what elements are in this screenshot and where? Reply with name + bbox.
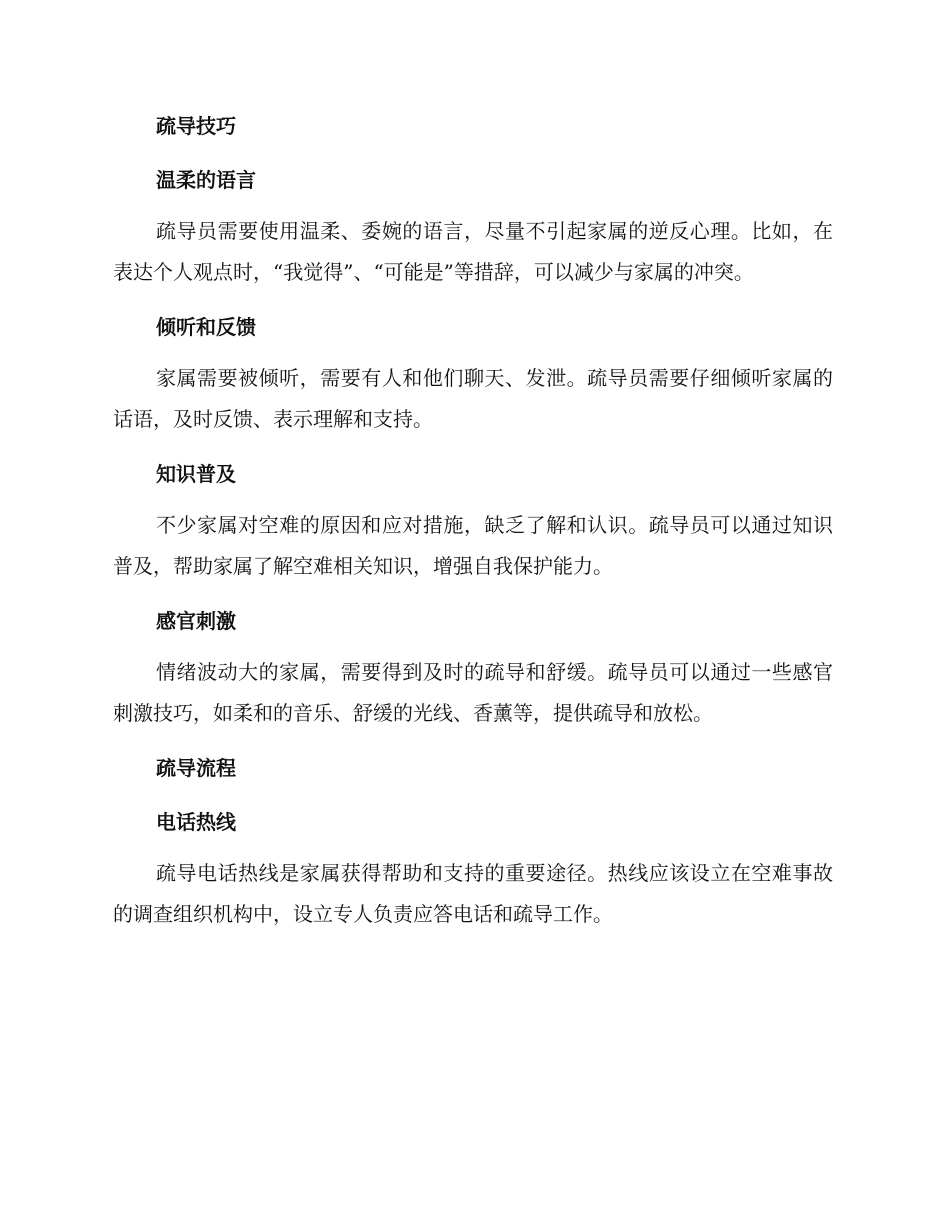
subheading-knowledge: 知识普及 <box>156 462 236 486</box>
paragraph-gentle-language: 疏导员需要使用温柔、委婉的语言，尽量不引起家属的逆反心理。比如，在表达个人观点时，“我觉得”、“可能是”等措辞，可以减少与家属的冲突。 <box>113 219 833 284</box>
paragraph-knowledge: 不少家属对空难的原因和应对措施，缺乏了解和认识。疏导员可以通过知识普及，帮助家属了解空难相关知识，增强自我保护能力。 <box>113 513 833 578</box>
paragraph-hotline: 疏导电话热线是家属获得帮助和支持的重要途径。热线应该设立在空难事故的调查组织机构中，设立专人负责应答电话和疏导工作。 <box>113 861 833 926</box>
subheading-listening-feedback: 倾听和反馈 <box>156 315 256 339</box>
section-title-process: 疏导流程 <box>156 756 236 780</box>
document-body <box>113 111 833 935</box>
section-title-techniques: 疏导技巧 <box>156 114 236 138</box>
subheading-gentle-language: 温柔的语言 <box>156 168 256 192</box>
subheading-sensory: 感官刺激 <box>156 609 236 633</box>
subheading-hotline: 电话热线 <box>156 810 236 834</box>
paragraph-listening-feedback: 家属需要被倾听，需要有人和他们聊天、发泄。疏导员需要仔细倾听家属的话语，及时反馈、表示理解和支持。 <box>113 366 833 431</box>
paragraph-sensory: 情绪波动大的家属，需要得到及时的疏导和舒缓。疏导员可以通过一些感官刺激技巧，如柔和的音乐、舒缓的光线、香薰等，提供疏导和放松。 <box>113 660 833 725</box>
